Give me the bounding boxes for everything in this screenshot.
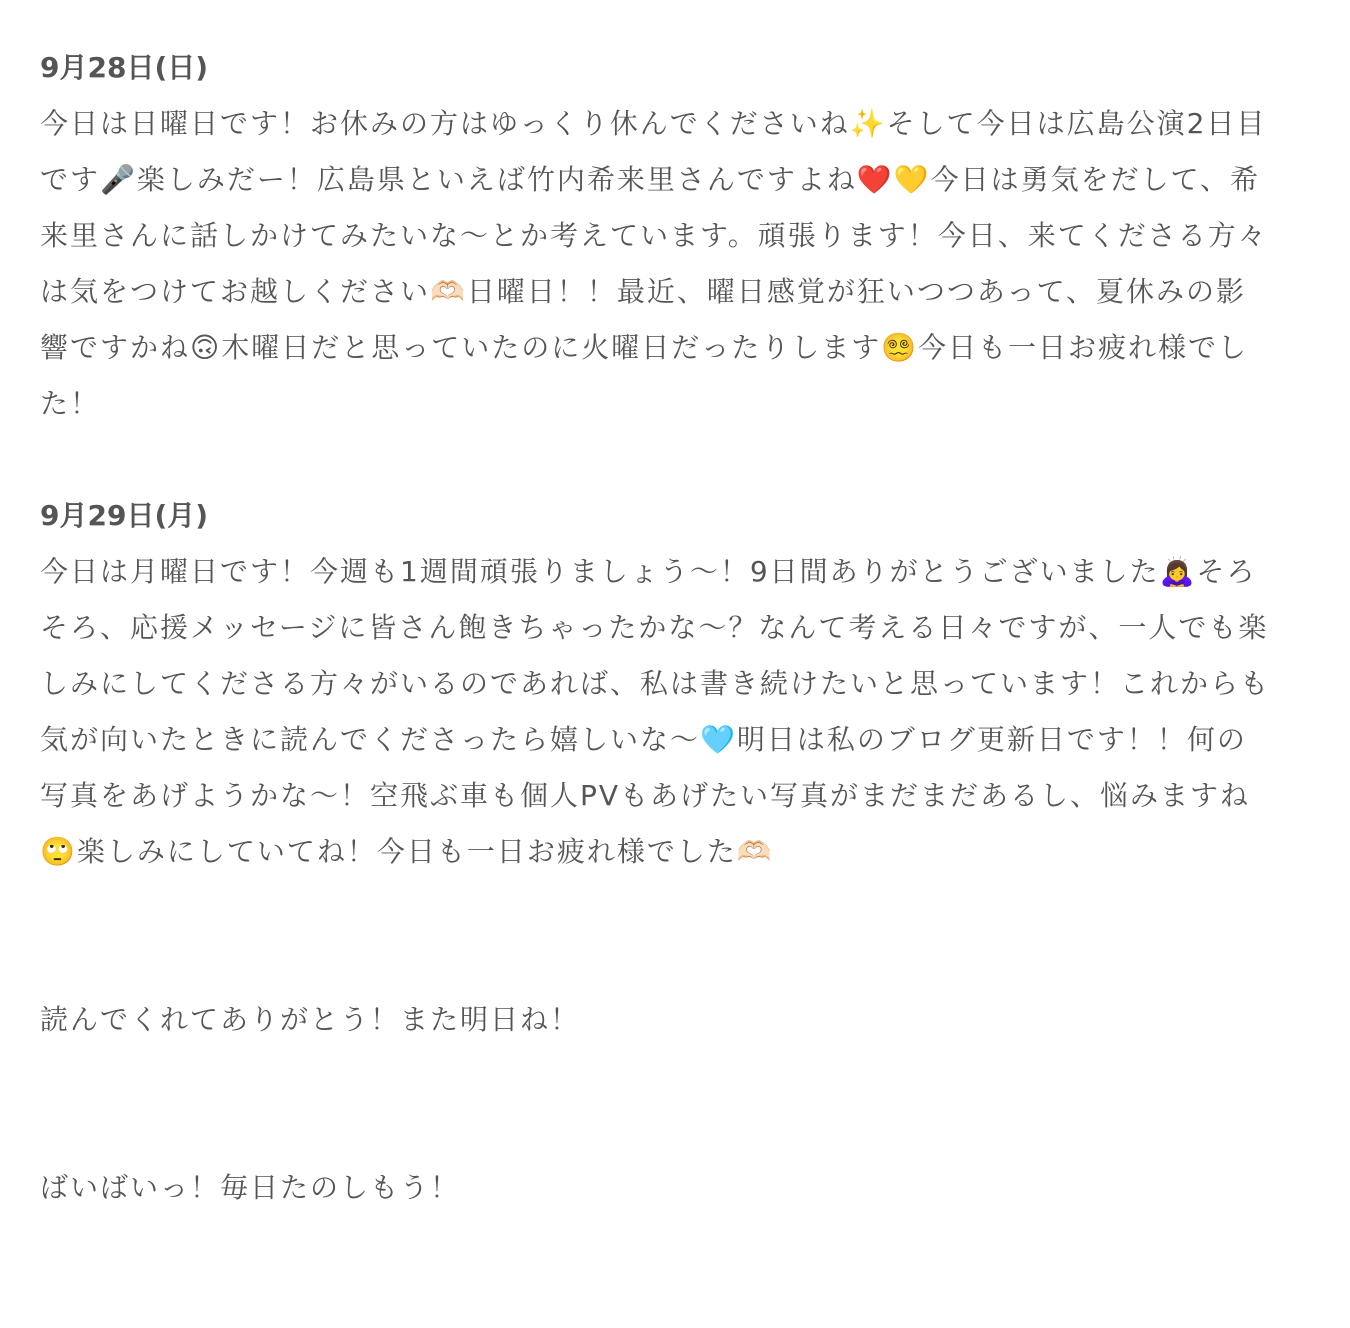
closing-thanks: 読んでくれてありがとう！また明日ね！: [40, 1003, 581, 1036]
spacer: [40, 1048, 1275, 1160]
spacer: [40, 880, 1275, 992]
entry-date: 9月29日(月): [40, 499, 209, 532]
entry-body: 今日は月曜日です！今週も1週間頑張りましょう〜！9日間ありがとうございました🙇‍♀️そろそろ、応援メッセージに皆さん飽きちゃったかな〜？なんて考える日々ですが、一人でも楽しみにしてくださる方々がいるのであれば、私は書き続けたいと思っています！これからも気が向いたときに読んでくださったら嬉しいな〜🩵明日は私のブログ更新日です！！何の写真をあげようかな〜！空飛ぶ車も個人PVもあげたい写真がまだまだあるし、悩みますね🙄楽しみにしていてね！今日も一日お疲れ様でした🫶🏻: [40, 555, 1271, 868]
entry-september-28: [40, 40, 1275, 432]
entry-body: 今日は日曜日です！お休みの方はゆっくり休んでくださいね✨そして今日は広島公演2日目です🎤楽しみだー！広島県といえば竹内希来里さんですよね❤️💛今日は勇気をだして、希来里さんに話しかけてみたいな〜とか考えています。頑張ります！今日、来てくださる方々は気をつけてお越しください🫶🏻日曜日！！最近、曜日感覚が狂いつつあって、夏休みの影響ですかね🙃木曜日だと思っていたのに火曜日だったりします😵‍💫今日も一日お疲れ様でした！: [40, 107, 1268, 420]
spacer: [40, 432, 1275, 488]
entry-date: 9月28日(日): [40, 51, 209, 84]
blog-post-content: [40, 40, 1275, 1216]
entry-september-29: [40, 488, 1275, 880]
closing-bye: ばいばいっ！毎日たのしもう！: [40, 1171, 461, 1204]
